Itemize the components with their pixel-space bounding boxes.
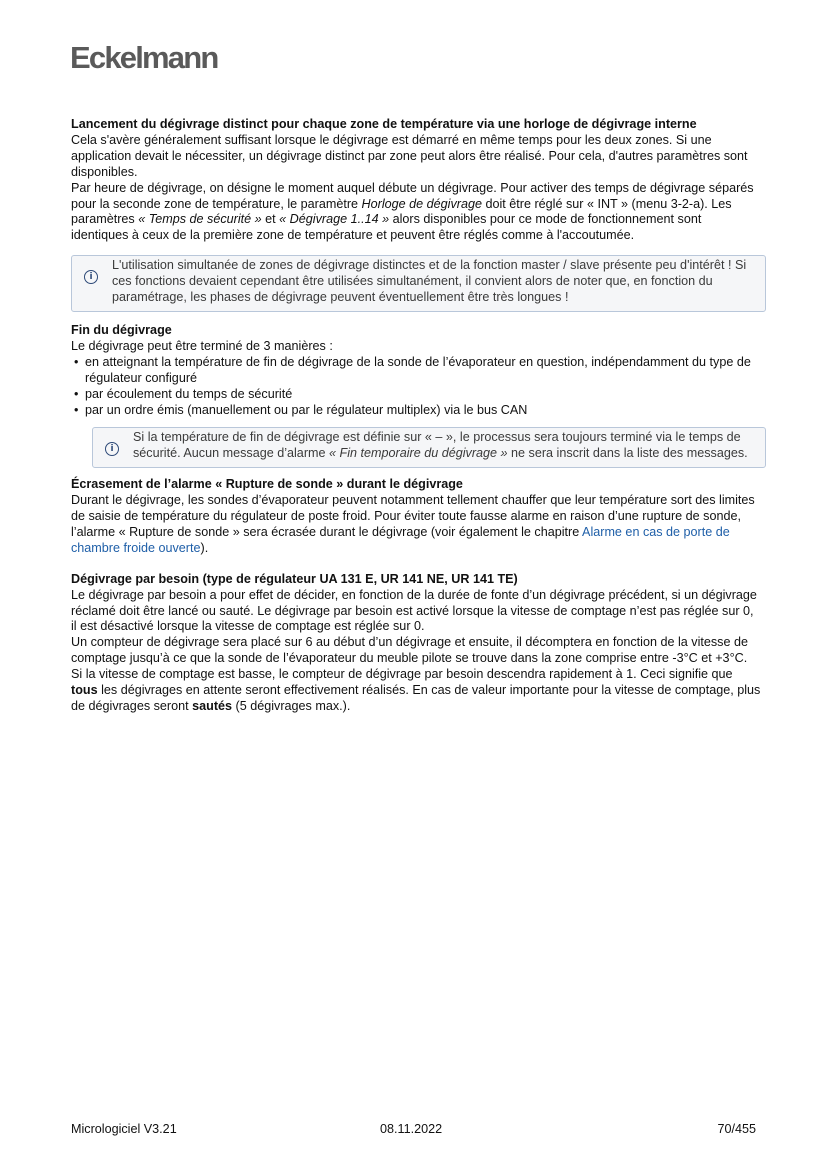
paragraph [71, 493, 761, 557]
text-run: alors disponibles pour ce mode de fonctionnement sont identiques à ceux de la première zone de température et peuvent être réglés comme à l'accoutumée. [71, 212, 702, 243]
info-note [71, 255, 766, 312]
bold-term: sautés [192, 699, 233, 713]
list-item [71, 355, 761, 387]
info-icon: i [105, 442, 119, 456]
bullet-list [71, 355, 761, 419]
section-heading-end-defrost: Fin du dégivrage [71, 322, 172, 337]
note-text [133, 430, 757, 462]
page-content [71, 117, 761, 715]
text-run: ne sera inscrit dans la liste des messages. [507, 446, 748, 461]
list-item-text: par écoulement du temps de sécurité [85, 386, 293, 401]
eckelmann-logo: Eckelmann [70, 40, 218, 75]
text-run: Si la température de fin de dégivrage est définie sur « – », le processus sera toujours terminé via le temps de sécurité. Aucun message d’alarme [133, 430, 741, 461]
list-item [71, 403, 761, 419]
paragraph: Cela s'avère généralement suffisant lorsque le dégivrage est démarré en même temps pour les deux zones. Si une application devait le nécessiter, un dégivrage distinct par zone peut alors être réalisé. Pour cela, d'autres paramètres sont disponibles. [71, 132, 748, 179]
text-run: Par heure de dégivrage, on désigne le moment auquel débute un dégivrage. Pour activer des temps de dégivrage séparés pour la seconde zone de température, le paramètre [71, 180, 754, 211]
italic-term: « Temps de sécurité » [138, 212, 262, 227]
footer-firmware-version: Micrologiciel V3.21 [71, 1122, 177, 1136]
footer-date: 08.11.2022 [380, 1122, 443, 1136]
footer-page-number: 70/455 [717, 1122, 756, 1136]
bullet: • [74, 402, 79, 417]
list-item [71, 387, 761, 403]
bold-term: tous [71, 683, 98, 698]
bullet: • [74, 354, 79, 369]
paragraph: Un compteur de dégivrage sera placé sur 6 au début d’un dégivrage et ensuite, il décomptera en fonction de la vitesse de comptage jusqu’à ce que la sonde de l’évaporateur du meuble pilote se trouve dans la zone comprise entre -3°C et +3°C. [71, 635, 748, 666]
paragraph [71, 181, 761, 245]
chapter-link[interactable]: Alarme en cas de porte de chambre froide ouverte [71, 524, 730, 555]
paragraph [71, 667, 761, 715]
text-run: Durant le dégivrage, les sondes d’évaporateur peuvent notamment tellement chauffer que leur température sort des limites de saisie de température du régulateur de poste froid. Pour éviter toute fausse alarme en raison d’une rupture de sonde, l’alarme « Rupture de sonde » sera écrasée durant le dégivrage (voir également le chapitre [71, 493, 755, 539]
info-note [92, 427, 766, 468]
list-item-text: par un ordre émis (manuellement ou par le régulateur multiplex) via le bus CAN [85, 402, 528, 417]
text-run: et [261, 212, 280, 227]
italic-term: « Dégivrage 1..14 » [279, 212, 390, 227]
section-heading-demand-defrost: Dégivrage par besoin (type de régulateur UA 131 E, UR 141 NE, UR 141 TE) [71, 571, 518, 586]
info-icon: i [84, 270, 98, 284]
text-run: doit être réglé sur « INT » (menu 3-2-a). Les paramètres [71, 196, 732, 227]
italic-term: Horloge de dégivrage [361, 196, 482, 211]
section-heading-separate-defrost: Lancement du dégivrage distinct pour chaque zone de température via une horloge de dégivrage interne [71, 117, 697, 131]
list-item-text: en atteignant la température de fin de dégivrage de la sonde de l’évaporateur en question, indépendamment du type de régulateur configuré [85, 354, 751, 385]
text-run: les dégivrages en attente seront effectivement réalisés. En cas de valeur importante pour la vitesse de comptage, plus de dégivrages seront [71, 683, 761, 713]
italic-term: « Fin temporaire du dégivrage » [329, 446, 508, 461]
paragraph: Le dégivrage par besoin a pour effet de décider, en fonction de la durée de fonte d’un dégivrage précédent, si un dégivrage réclamé doit être lancé ou sauté. Le dégivrage par besoin est activé lorsque la vitesse de comptage n’est pas réglée sur 0, il est désactivé lorsque la vitesse de comptage est réglée sur 0. [71, 587, 757, 634]
paragraph: Le dégivrage peut être terminé de 3 manières : [71, 338, 333, 353]
note-text: L'utilisation simultanée de zones de dégivrage distinctes et de la fonction master / slave présente peu d'intérêt ! Si ces fonctions devaient cependant être utilisées simultanément, il convient alors de noter que, en fonction du paramétrage, les phases de dégivrage peuvent éventuellement être très longues ! [112, 258, 747, 305]
text-run: (5 dégivrages max.). [232, 699, 351, 713]
text-run: Si la vitesse de comptage est basse, le compteur de dégivrage par besoin descendra rapidement à 1. Ceci signifie que [71, 667, 733, 682]
text-run: ). [200, 540, 209, 555]
bullet: • [74, 386, 79, 401]
section-heading-sensor-alarm: Écrasement de l’alarme « Rupture de sonde » durant le dégivrage [71, 477, 463, 492]
